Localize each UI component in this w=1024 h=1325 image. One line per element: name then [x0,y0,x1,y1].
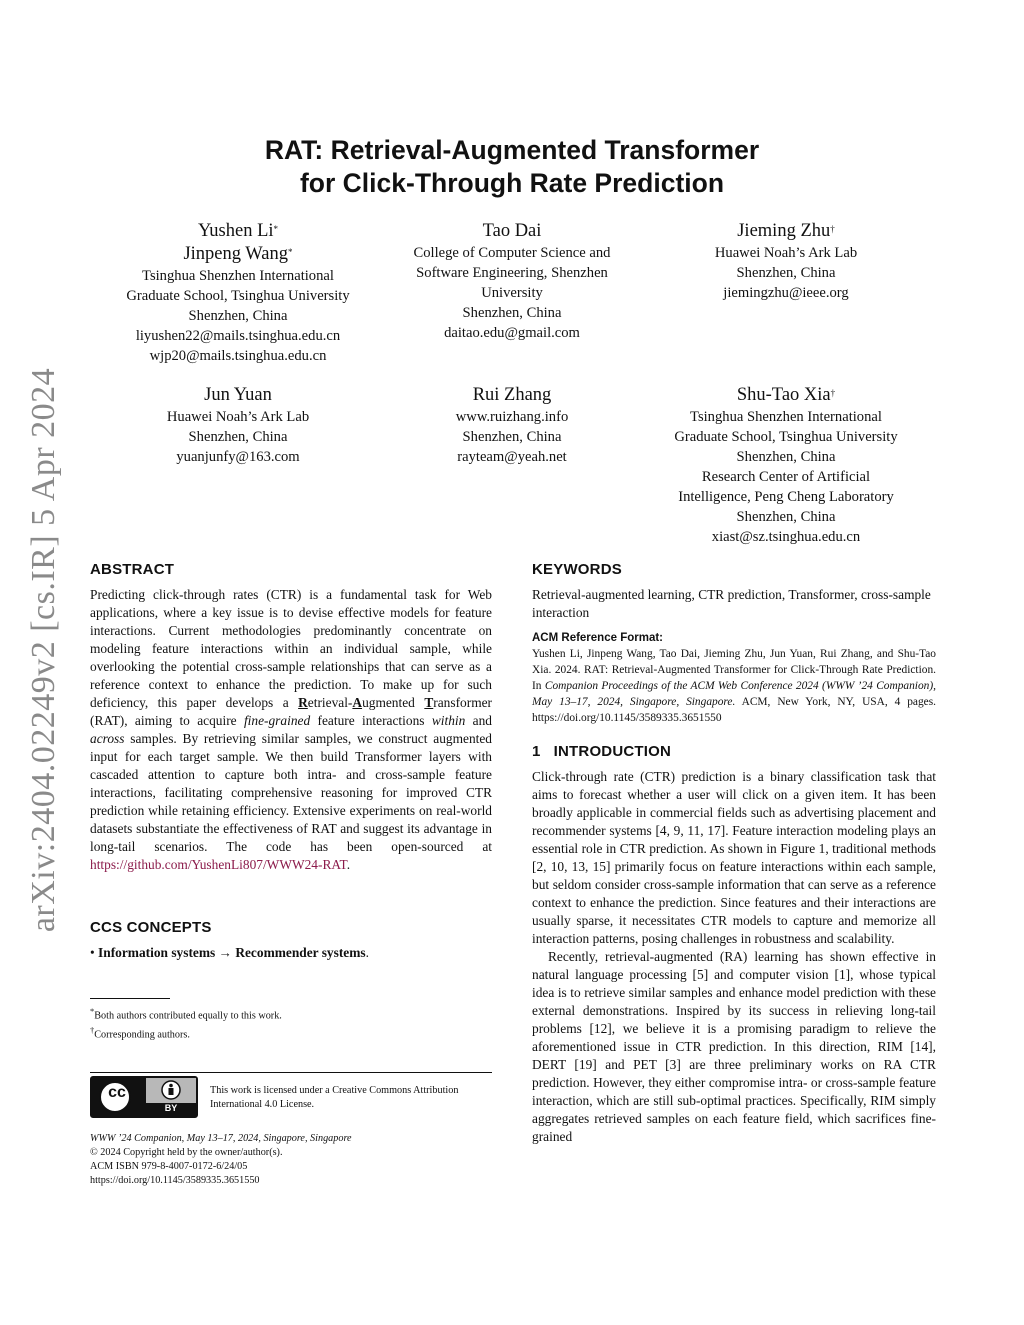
author-email: xiast@sz.tsinghua.edu.cn [711,529,861,545]
author-block-5 [362,384,662,467]
footnote-corresponding: †Corresponding authors. [90,1025,190,1041]
author-email: rayteam@yeah.net [457,449,567,465]
affiliation-line: Software Engineering, Shenzhen [416,265,608,281]
cc-label: cc [108,1084,126,1101]
abstract-text: Predicting click-through rates (CTR) is a fundamental task for Web applications, where a key issue is to devise effective models for feature interactions. Current methodologies predominantly concentrate on modeling feature interactions within an individual sample, while overlooking the potential cross-sample relationships that can serve as a reference context to enhance the prediction. To make up for such deficiency, this paper develops a Retrieval-Augmented Transformer (RAT), aiming to acquire fine-grained feature interactions within and across samples. By retrieving similar samples, we construct augmented input for each target sample. We then build Transformer layers with cascaded attention to capture both intra- and cross-sample feature interactions, facilitating comprehensive reasoning for improved CTR prediction while retaining efficiency. Extensive experiments on real-world datasets substantiate the effectiveness of RAT and suggest its advantage in long-tail scenarios. The code has been open-sourced at https://github.com/YushenLi807/WWW24-RAT. [90,587,493,872]
author-name: Shu-Tao Xia† [736,385,836,405]
ccs-heading: CCS CONCEPTS [90,919,212,936]
affiliation-line: Tsinghua Shenzhen International [142,268,334,284]
intro-paragraph-2: Recently, retrieval-augmented (RA) learning has shown effective in natural language processing [5] and computer vision [1], whose typical idea is to retrieve similar samples and enhance model prediction with these external demonstrations. Inspired by its success in relieving long-tail problems [12], we believe it is a promising paradigm to relieve the aforementioned issue in CTR prediction. In this direction, RIM [14], DERT [19] and PET [3] are three preliminary works on RA CTR prediction. However, they either compromise intra- or cross-sample feature interaction, which are still sub-optimal practices. Specifically, RIM simply aggregates retrieved samples on each feature field, which sacrifices fine-grained [532,949,936,1144]
author-name: Jieming Zhu† [737,221,835,241]
keywords-section [532,560,936,726]
arxiv-identifier: arXiv:2404.02249v2 [cs.IR] 5 Apr 2024 [25,367,62,933]
affiliation-line: Intelligence, Peng Cheng Laboratory [678,489,894,505]
affiliation-line: Shenzhen, China [736,449,836,465]
paper-title [0,134,1024,200]
author-name: Tao Dai [482,221,542,241]
acm-reference-text: Yushen Li, Jinpeng Wang, Tao Dai, Jieming Zhu, Jun Yuan, Rui Zhang, and Shu-Tao Xia. 2024. RAT: Retrieval-Augmented Transformer for Click-Through Rate Prediction. In Companion Proceedings of the ACM Web Conference 2024 (WWW ’24 Companion), May 13–17, 2024, Singapore, Singapore. ACM, New York, NY, USA, 4 pages. https://doi.org/10.1145/3589335.3651550 [532,648,937,724]
affiliation-line: Shenzhen, China [188,308,288,324]
isbn: ACM ISBN 979-8-4007-0172-6/24/05 [90,1161,248,1172]
doi: https://doi.org/10.1145/3589335.3651550 [90,1175,260,1186]
affiliation-line: Research Center of Artificial [701,469,871,485]
affiliation-line: Huawei Noah’s Ark Lab [166,409,310,425]
affiliation-line: Shenzhen, China [462,429,562,445]
venue: WWW ’24 Companion, May 13–17, 2024, Singapore, Singapore [90,1133,352,1144]
author-block-1 [88,220,388,366]
code-repository-link[interactable]: https://github.com/YushenLi807/WWW24-RAT [90,857,347,872]
author-email: daitao.edu@gmail.com [444,325,580,341]
affiliation-line: College of Computer Science and [413,245,611,261]
author-name: Yushen Li* [197,221,279,241]
title-line-1: RAT: Retrieval-Augmented Transformer [264,135,760,165]
cc-by-license-badge [90,1076,198,1118]
footnote-equal-contribution: *Both authors contributed equally to this work. [90,1006,282,1022]
affiliation-line: Graduate School, Tsinghua University [674,429,898,445]
author-block-3 [636,220,936,303]
author-email: yuanjunfy@163.com [176,449,300,465]
license-text: This work is licensed under a Creative Commons Attribution International 4.0 License. [210,1085,459,1110]
license-rule [90,1072,492,1073]
keywords-heading: KEYWORDS [532,561,622,578]
author-name: Jun Yuan [204,385,272,405]
introduction-heading: 1 INTRODUCTION [532,743,672,760]
abstract-heading: ABSTRACT [90,561,175,578]
affiliation-line: Huawei Noah’s Ark Lab [714,245,858,261]
affiliation-line: Graduate School, Tsinghua University [126,288,350,304]
author-block-2 [362,220,662,343]
author-email: jiemingzhu@ieee.org [723,285,849,301]
footnote-rule [90,998,170,999]
introduction-section [532,742,936,1146]
affiliation-line: University [481,285,543,301]
ccs-section [90,918,492,962]
author-email: wjp20@mails.tsinghua.edu.cn [149,348,327,364]
acm-reference-heading: ACM Reference Format: [532,632,663,644]
affiliation-line: Tsinghua Shenzhen International [690,409,882,425]
author-block-6 [636,384,936,547]
publication-info [90,1132,492,1188]
by-label: BY [164,1103,178,1113]
affiliation-line: Shenzhen, China [462,305,562,321]
author-block-4 [88,384,388,467]
ccs-concepts: • Information systems → Recommender systems. [90,945,369,960]
keywords-text: Retrieval-augmented learning, CTR prediction, Transformer, cross-sample interaction [532,587,931,620]
affiliation-line: Shenzhen, China [188,429,288,445]
affiliation-line: Shenzhen, China [736,265,836,281]
footnotes [90,1004,492,1043]
abstract-section [90,560,492,874]
author-name: Rui Zhang [472,385,552,405]
title-line-2: for Click-Through Rate Prediction [299,168,725,198]
copyright: © 2024 Copyright held by the owner/author(s). [90,1147,283,1158]
author-name: Jinpeng Wang* [183,244,293,264]
author-email: liyushen22@mails.tsinghua.edu.cn [135,328,341,344]
affiliation-line: Shenzhen, China [736,509,836,525]
intro-paragraph-1: Click-through rate (CTR) prediction is a binary classification task that aims to forecast whether a user will click on a given item. It has been broadly applicable in commercial fields such as advertising placement and recommender systems [4, 9, 11, 17]. Feature interaction modeling plays an essential role in CTR prediction. As shown in Figure 1, traditional methods [2, 10, 13, 15] primarily focus on feature interactions within each sample, but seldom consider cross-sample information that can serve as a reference context to enhance the prediction. Since features and their interactions are usually sparse, it necessitates CTR models to capture and memorize all interaction patterns, posing challenges in robustness and scalability. [532,769,936,946]
affiliation-line: www.ruizhang.info [455,409,569,425]
